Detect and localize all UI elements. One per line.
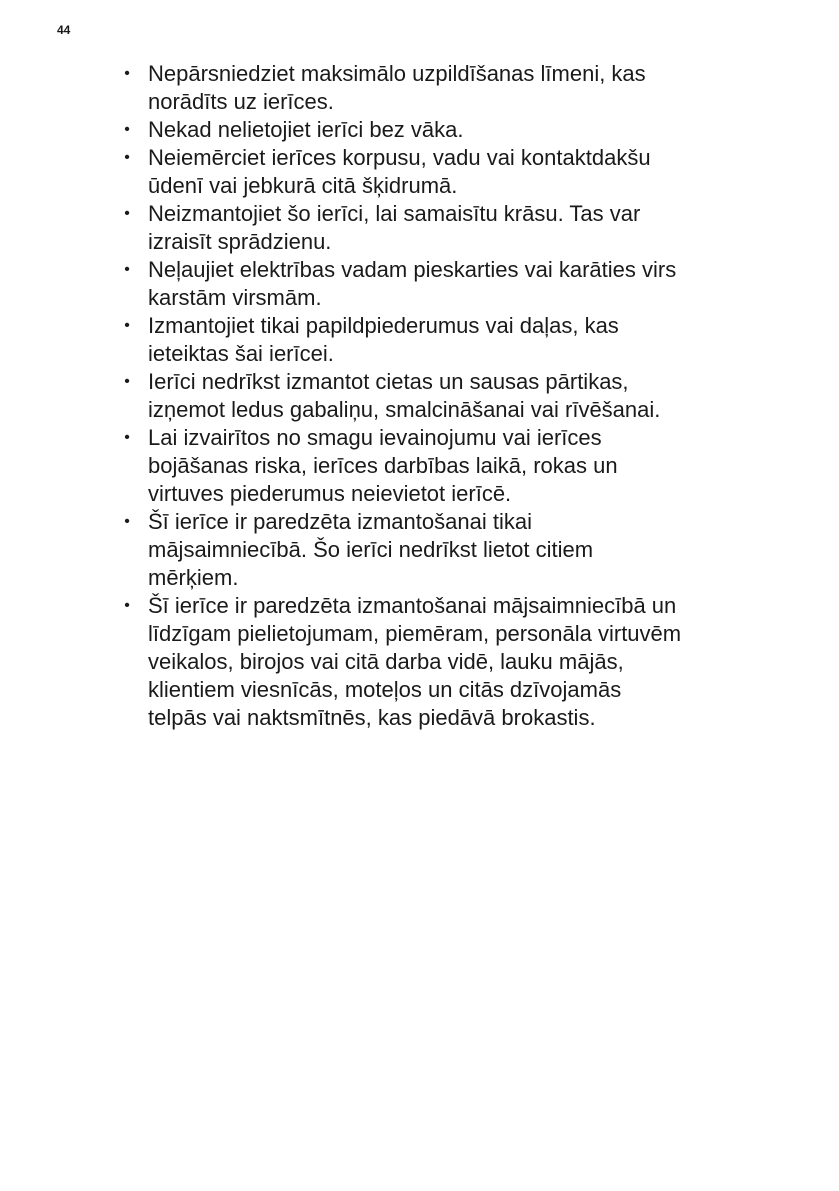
bullet-icon: • (124, 149, 130, 166)
list-item-line: karstām virsmām. (148, 285, 322, 310)
list-item (120, 592, 785, 732)
safety-instructions-list (120, 60, 785, 732)
list-item (120, 368, 785, 424)
list-item-line: Izmantojiet tikai papildpiederumus vai daļas, kas (148, 313, 619, 338)
list-item-line: mājsaimniecībā. Šo ierīci nedrīkst lietot citiem (148, 537, 594, 562)
list-item-line: izraisīt sprādzienu. (148, 229, 332, 254)
list-item-line: Lai izvairītos no smagu ievainojumu vai ierīces (148, 425, 602, 450)
list-item-line: Neiemērciet ierīces korpusu, vadu vai kontaktdakšu (148, 145, 651, 170)
bullet-icon: • (124, 597, 130, 614)
bullet-icon: • (124, 121, 130, 138)
list-item (120, 144, 785, 200)
list-item-line: līdzīgam pielietojumam, piemēram, personāla virtuvēm (148, 621, 682, 646)
list-item (120, 200, 785, 256)
list-item (120, 60, 785, 116)
list-item (120, 508, 785, 592)
bullet-icon: • (124, 317, 130, 334)
list-item-line: virtuves piederumus neievietot ierīcē. (148, 481, 512, 506)
list-item-line: Šī ierīce ir paredzēta izmantošanai mājsaimniecībā un (148, 593, 677, 618)
bullet-icon: • (124, 513, 130, 530)
bullet-icon: • (124, 65, 130, 82)
bullet-icon: • (124, 261, 130, 278)
list-item (120, 256, 785, 312)
bullet-icon: • (124, 429, 130, 446)
list-item-line: telpās vai naktsmītnēs, kas piedāvā brokastis. (148, 705, 596, 730)
list-item-line: ieteiktas šai ierīcei. (148, 341, 334, 366)
list-item-line: Neļaujiet elektrības vadam pieskarties vai karāties virs (148, 257, 677, 282)
list-item-line: bojāšanas riska, ierīces darbības laikā, rokas un (148, 453, 618, 478)
bullet-icon: • (124, 373, 130, 390)
list-item-line: Šī ierīce ir paredzēta izmantošanai tikai (148, 509, 532, 534)
list-item-line: mērķiem. (148, 565, 239, 590)
list-item-line: norādīts uz ierīces. (148, 89, 334, 114)
list-item (120, 424, 785, 508)
page-number: 44 (57, 23, 71, 37)
list-item (120, 312, 785, 368)
list-item-line: Neizmantojiet šo ierīci, lai samaisītu krāsu. Tas var (148, 201, 641, 226)
list-item-line: izņemot ledus gabaliņu, smalcināšanai vai rīvēšanai. (148, 397, 661, 422)
list-item-line: Nepārsniedziet maksimālo uzpildīšanas līmeni, kas (148, 61, 646, 86)
list-item-line: ūdenī vai jebkurā citā šķidrumā. (148, 173, 458, 198)
list-item-line: Ierīci nedrīkst izmantot cietas un sausas pārtikas, (148, 369, 629, 394)
list-item-line: klientiem viesnīcās, moteļos un citās dzīvojamās (148, 677, 622, 702)
list-item-line: veikalos, birojos vai citā darba vidē, lauku mājās, (148, 649, 624, 674)
list-item (120, 116, 785, 144)
bullet-icon: • (124, 205, 130, 222)
list-item-line: Nekad nelietojiet ierīci bez vāka. (148, 117, 464, 142)
